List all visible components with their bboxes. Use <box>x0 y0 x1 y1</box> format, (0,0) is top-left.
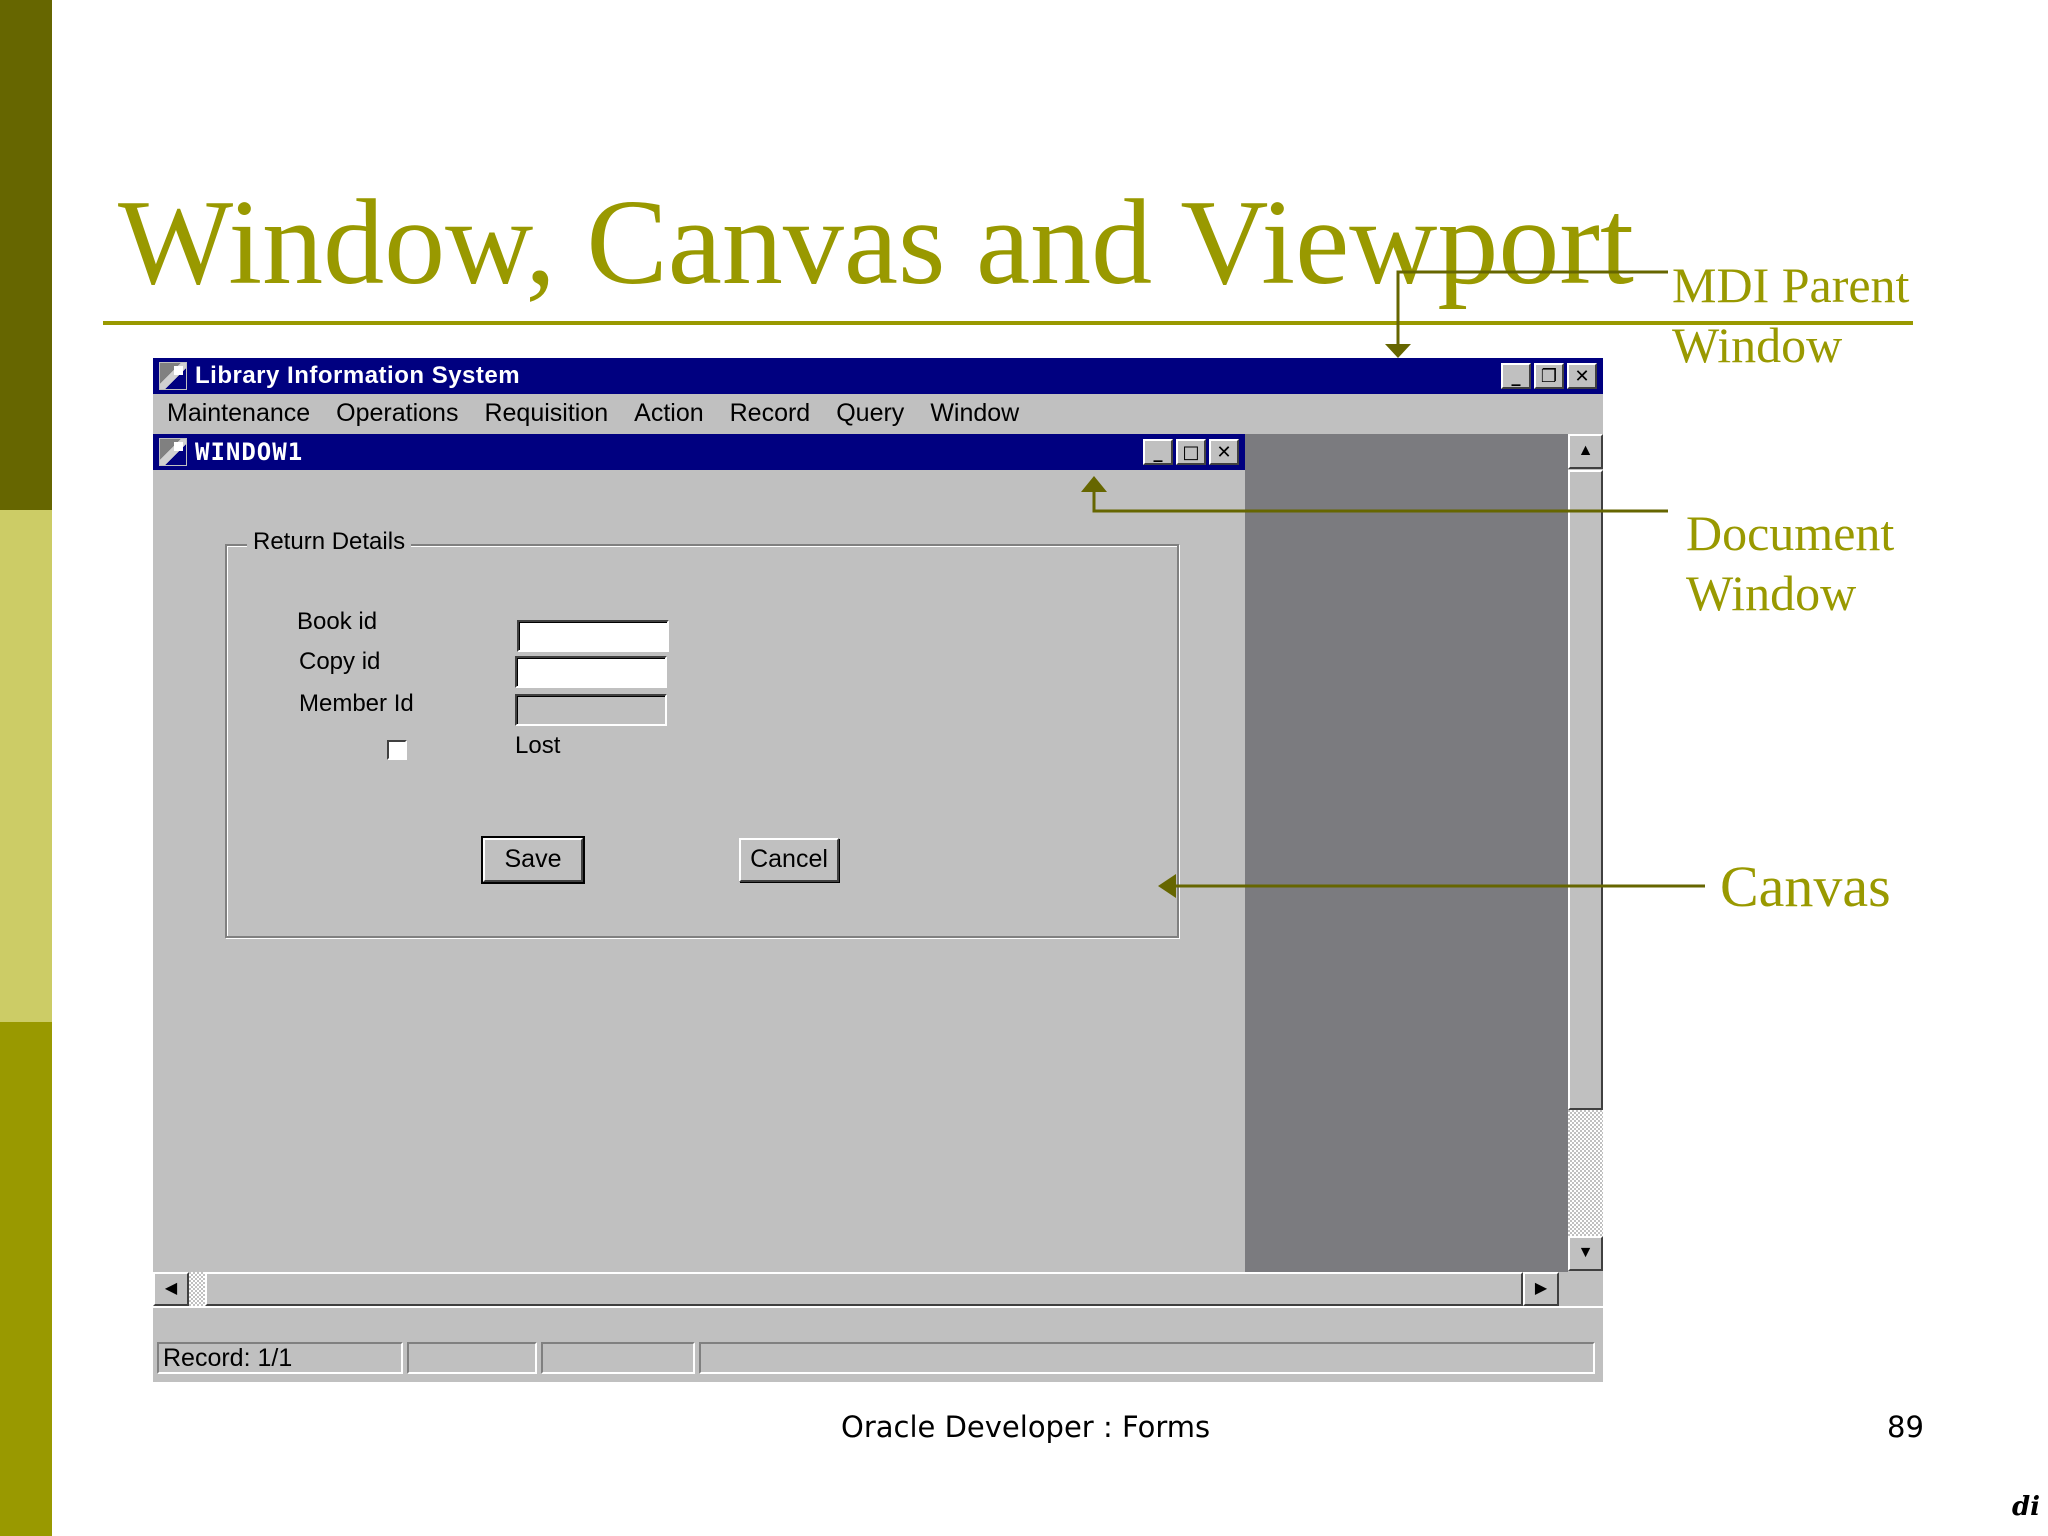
slide-title: Window, Canvas and Viewport <box>118 175 1634 310</box>
menu-operations[interactable]: Operations <box>336 398 459 427</box>
status-panel-4 <box>699 1342 1595 1374</box>
menu-maintenance[interactable]: Maintenance <box>167 398 311 427</box>
copy-id-field[interactable] <box>515 656 667 688</box>
vertical-scroll-thumb[interactable] <box>1568 470 1603 1110</box>
document-title: WINDOW1 <box>195 438 304 466</box>
scroll-left-button[interactable] <box>153 1272 189 1306</box>
slide-footer: Oracle Developer : Forms <box>841 1410 1211 1444</box>
page-number: 89 <box>1887 1410 1924 1444</box>
left-strip-light <box>0 510 52 1022</box>
scroll-down-button[interactable] <box>1568 1236 1603 1271</box>
horizontal-scrollbar[interactable] <box>153 1272 1568 1306</box>
menu-record[interactable]: Record <box>729 398 811 427</box>
horizontal-scroll-thumb[interactable] <box>205 1272 1523 1306</box>
member-id-field <box>515 694 667 726</box>
menu-window[interactable]: Window <box>930 398 1020 427</box>
cancel-button[interactable]: Cancel <box>739 838 839 882</box>
maximize-icon: □ <box>1182 442 1200 463</box>
doc-minimize-button[interactable] <box>1143 439 1173 465</box>
mdi-parent-callout-line2: Window <box>1672 317 1843 373</box>
copy-id-label: Copy id <box>299 648 381 675</box>
forms-window-icon[interactable] <box>159 438 187 466</box>
mdi-parent-callout <box>1672 255 1909 375</box>
vertical-scroll-track[interactable] <box>1568 1110 1603 1236</box>
app-title: Library Information System <box>195 362 521 389</box>
member-id-label: Member Id <box>299 690 414 717</box>
scroll-right-button[interactable] <box>1523 1272 1559 1306</box>
close-button[interactable] <box>1567 363 1597 389</box>
menu-bar <box>153 394 1603 432</box>
canvas-callout: Canvas <box>1720 854 1891 919</box>
arrow-left-icon: ◀ <box>164 1280 178 1297</box>
document-window-callout-line2: Window <box>1686 565 1857 621</box>
app-titlebar[interactable] <box>153 358 1603 394</box>
status-bar <box>153 1306 1603 1382</box>
restore-icon: ❐ <box>1540 366 1558 387</box>
mdi-parent-callout-line1: MDI Parent <box>1672 257 1910 313</box>
book-id-label: Book id <box>297 608 378 635</box>
status-panel-3 <box>541 1342 695 1374</box>
arrow-down-icon: ▼ <box>1577 1244 1594 1261</box>
lost-label: Lost <box>515 732 561 759</box>
restore-button[interactable] <box>1534 363 1564 389</box>
book-id-field[interactable] <box>517 620 669 652</box>
status-panel-2 <box>407 1342 537 1374</box>
mdi-parent-window <box>153 358 1603 1380</box>
vertical-scrollbar[interactable] <box>1568 434 1603 1272</box>
doc-close-button[interactable] <box>1209 439 1239 465</box>
frame-title: Return Details <box>247 528 411 556</box>
left-strip-mid <box>0 1022 52 1536</box>
forms-app-icon[interactable] <box>159 362 187 390</box>
close-icon: ✕ <box>1216 442 1232 463</box>
document-window-callout <box>1686 503 1894 623</box>
scroll-up-button[interactable] <box>1568 434 1603 469</box>
lost-checkbox[interactable] <box>387 740 407 760</box>
left-strip-dark <box>0 0 52 510</box>
menu-requisition[interactable]: Requisition <box>484 398 609 427</box>
horizontal-scroll-track[interactable] <box>189 1272 205 1306</box>
mdi-parent-arrowhead <box>1385 344 1411 358</box>
document-window <box>153 434 1245 1272</box>
title-rule <box>103 321 1913 325</box>
document-titlebar[interactable] <box>153 434 1245 470</box>
save-button[interactable]: Save <box>483 838 583 882</box>
corner-logo: di <box>2012 1492 2041 1522</box>
arrow-right-icon: ▶ <box>1534 1280 1548 1297</box>
status-record: Record: 1/1 <box>157 1342 403 1374</box>
menu-action[interactable]: Action <box>634 398 704 427</box>
minimize-icon: _ <box>1511 366 1521 387</box>
close-icon: ✕ <box>1574 366 1590 387</box>
minimize-button[interactable] <box>1501 363 1531 389</box>
arrow-up-icon: ▲ <box>1577 442 1594 459</box>
minimize-icon: _ <box>1153 442 1163 463</box>
doc-maximize-button[interactable] <box>1176 439 1206 465</box>
menu-query[interactable]: Query <box>836 398 905 427</box>
document-window-callout-line1: Document <box>1686 505 1895 561</box>
return-details-frame <box>225 528 1179 938</box>
